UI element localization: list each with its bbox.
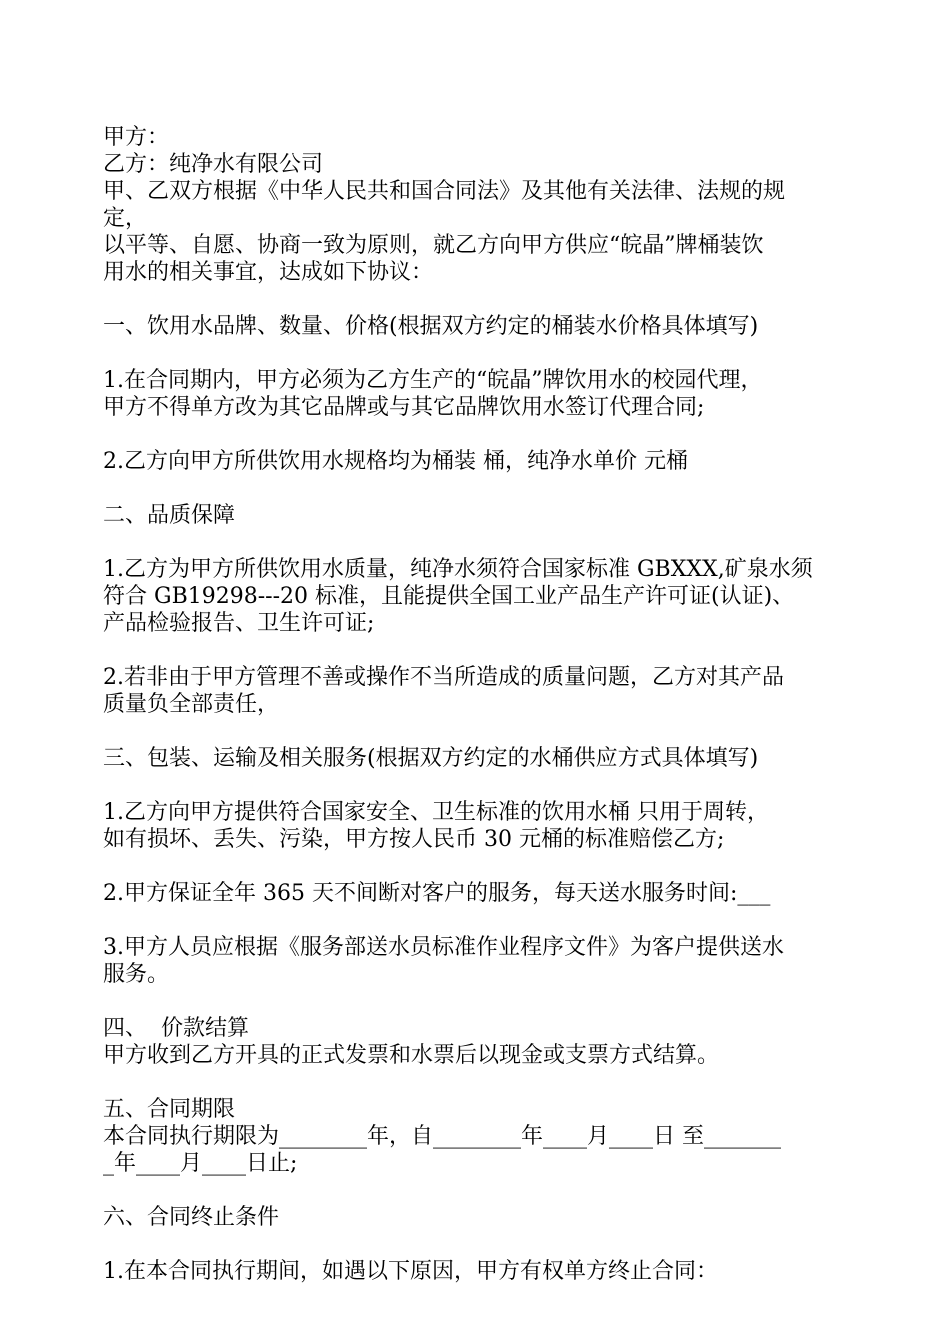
intro-line-1: 甲、乙双方根据《中华人民共和国合同法》及其他有关法律、法规的规 — [103, 179, 786, 204]
blank-line — [103, 718, 855, 745]
section-6-item-1: 1.在本合同执行期间，如遇以下原因，甲方有权单方终止合同： — [103, 1259, 718, 1284]
party-b-line: 乙方：纯净水有限公司 — [103, 152, 324, 177]
section-5-body-line-2: _年____月____日止; — [103, 1151, 298, 1176]
section-4-heading: 四、 价款结算 — [103, 1016, 249, 1041]
section-3-item-1-line-2: 如有损坏、丢失、污染，甲方按人民币 30 元桶的标准赔偿乙方; — [103, 827, 725, 852]
section-1-item-1-line-2: 甲方不得单方改为其它品牌或与其它品牌饮用水签订代理合同; — [103, 395, 705, 420]
section-3-item-3-line-1: 3.甲方人员应根据《服务部送水员标准作业程序文件》为客户提供送水 — [103, 935, 784, 960]
blank-line — [103, 772, 855, 799]
section-2-item-1-line-1: 1.乙方为甲方所供饮用水质量，纯净水须符合国家标准 GBXXX,矿泉水须 — [103, 557, 813, 582]
blank-line — [103, 475, 855, 502]
section-5-body-line-1: 本合同执行期限为________年，自________年____月____日 至_______ — [103, 1124, 781, 1149]
section-3-item-3-line-2: 服务。 — [103, 962, 170, 987]
blank-line — [103, 907, 855, 934]
section-6-heading: 六、合同终止条件 — [103, 1205, 280, 1230]
blank-line — [103, 853, 855, 880]
intro-line-2: 定， — [103, 206, 148, 231]
section-1-item-1-line-1: 1.在合同期内，甲方必须为乙方生产的“皖晶”牌饮用水的校园代理， — [103, 368, 763, 393]
blank-line — [103, 637, 855, 664]
blank-line — [103, 1069, 855, 1096]
blank-line — [103, 340, 855, 367]
intro-line-4: 用水的相关事宜，达成如下协议： — [103, 260, 434, 285]
section-2-item-1-line-2: 符合 GB19298---20 标准，且能提供全国工业产品生产许可证(认证)、 — [103, 584, 795, 609]
section-5-heading: 五、合同期限 — [103, 1097, 236, 1122]
section-3-item-2: 2.甲方保证全年 365 天不间断对客户的服务，每天送水服务时间:___ — [103, 881, 771, 906]
blank-line — [103, 529, 855, 556]
section-2-item-2-line-2: 质量负全部责任， — [103, 692, 280, 717]
section-2-item-1-line-3: 产品检验报告、卫生许可证; — [103, 611, 375, 636]
blank-line — [103, 988, 855, 1015]
section-1-item-2: 2.乙方向甲方所供饮用水规格均为桶装 桶，纯净水单价 元桶 — [103, 449, 688, 474]
section-1-heading: 一、饮用水品牌、数量、价格(根据双方约定的桶装水价格具体填写) — [103, 314, 759, 339]
party-a-line: 甲方： — [103, 125, 170, 150]
section-3-heading: 三、包装、运输及相关服务(根据双方约定的水桶供应方式具体填写) — [103, 746, 759, 771]
section-4-body: 甲方收到乙方开具的正式发票和水票后以现金或支票方式结算。 — [103, 1043, 720, 1068]
intro-line-3: 以平等、自愿、协商一致为原则，就乙方向甲方供应“皖晶”牌桶装饮 — [103, 233, 764, 258]
section-2-heading: 二、品质保障 — [103, 503, 236, 528]
section-3-item-1-line-1: 1.乙方向甲方提供符合国家安全、卫生标准的饮用水桶 只用于周转， — [103, 800, 769, 825]
blank-line — [103, 1231, 855, 1258]
blank-line — [103, 286, 855, 313]
contract-body — [103, 124, 855, 1285]
blank-line — [103, 421, 855, 448]
section-2-item-2-line-1: 2.若非由于甲方管理不善或操作不当所造成的质量问题，乙方对其产品 — [103, 665, 784, 690]
blank-line — [103, 1177, 855, 1204]
